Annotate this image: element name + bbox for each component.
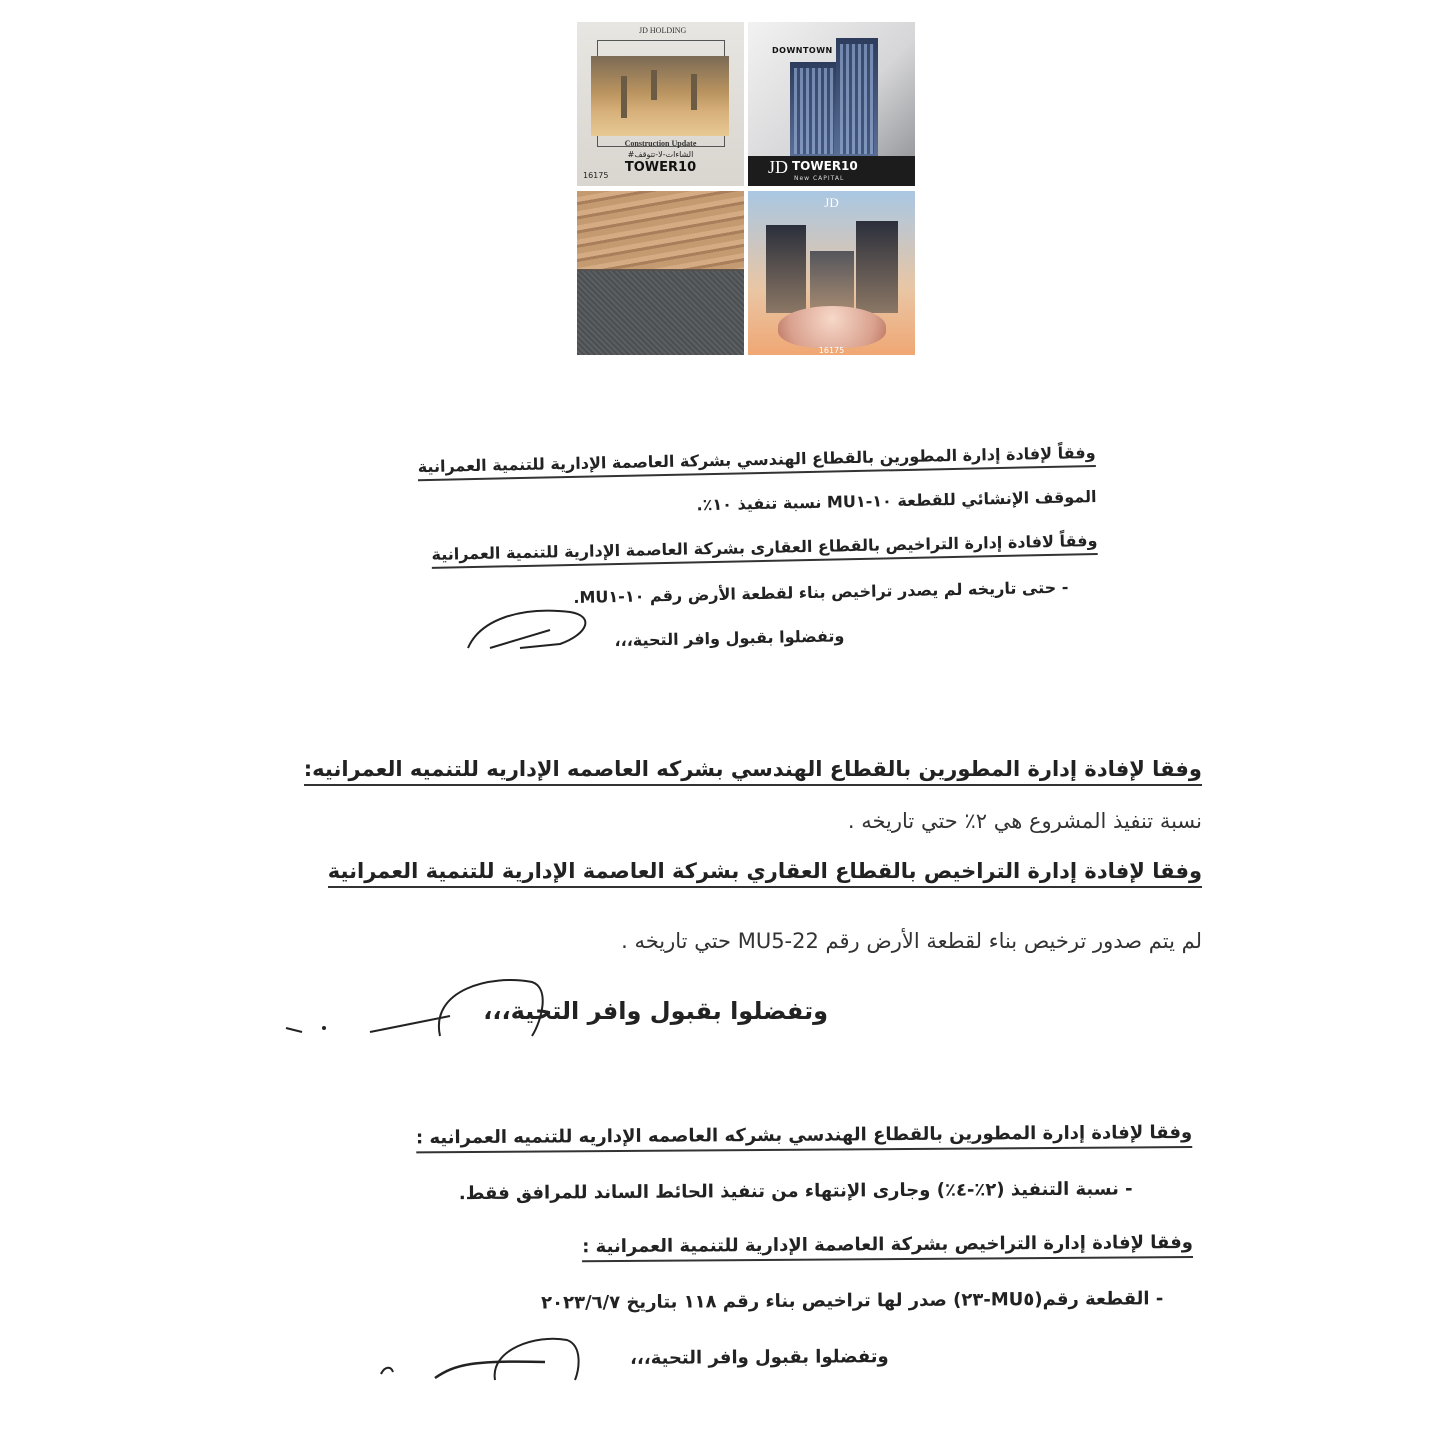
excavation-image [577,191,744,355]
location-label: New CAPITAL [794,175,845,182]
downtown-label: DOWNTOWN [772,46,833,55]
caption-text: Construction Update [624,139,697,148]
licensing-heading: وفقا لإفادة إدارة التراخيص بشركة العاصمة الإدارية للتنمية العمرانية : [582,1232,1193,1262]
license-status: - القطعة رقم(MU٥-٢٣) صدر لها تراخيص بناء رقم ١١٨ بتاريخ ٢٠٢٣/٦/٧ [541,1288,1164,1314]
licensing-heading: وفقا لإفادة إدارة التراخيص بالقطاع العقاري بشركة العاصمة الإدارية للتنمية العمرانية [328,859,1202,888]
brand-bar [748,156,915,186]
signature-2 [280,970,550,1040]
hotline-code: 16175 [583,171,609,180]
twin-tower-render-image [748,191,915,355]
tower-building [810,251,854,311]
closing-greeting: وتفضلوا بقبول وافر التحية،،، [614,626,845,651]
engineering-heading: وفقا لإفادة إدارة المطورين بالقطاع الهندسي بشركه العاصمه الإداريه للتنميه العمرانيه: [304,757,1202,786]
tower-label: TOWER10 [792,159,858,173]
license-status: لم يتم صدور ترخيص بناء لقطعة الأرض رقم MU5-22 حتي تاريخه . [621,929,1202,953]
construction-update-image [577,22,744,186]
closing-greeting: وتفضلوا بقبول وافر التحية،،، [483,997,828,1025]
tower-building [766,225,806,313]
jd-logo: JD [824,195,839,210]
hotline-code: 16175 [818,346,845,355]
downtown-render-image [748,22,915,186]
hashtag-text: #الشاءات-لا-تتوقف [627,150,694,159]
tower-building [856,221,898,313]
tower-label: TOWER10 [624,160,697,175]
jd-holding-logo: JD HOLDING [639,26,687,35]
engineering-heading: وفقاً لإفادة إدارة المطورين بالقطاع الهندسي بشركة العاصمة الإدارية للتنمية العمرانية [418,443,1096,481]
construction-status: - نسبة التنفيذ (٢٪-٤٪) وجارى الإنتهاء من تنفيذ الحائط الساند للمرافق فقط. [458,1178,1133,1205]
photo-collage [577,22,915,355]
license-status: - حتى تاريخه لم يصدر تراخيص بناء لقطعة الأرض رقم ١٠-MU١. [573,577,1069,607]
construction-status: الموقف الإنشائي للقطعة ١٠-MU١ نسبة تنفيذ ١٠٪. [696,486,1097,515]
engineering-heading: وفقا لإفادة إدارة المطورين بالقطاع الهندسي بشركه العاصمه الإداريه للتنميه العمرانيه : [416,1122,1192,1153]
closing-greeting: وتفضلوا بقبول وافر التحية،،، [630,1346,889,1369]
construction-status: نسبة تنفيذ المشروع هي ٢٪ حتي تاريخه . [847,809,1202,833]
signature-3 [375,1330,585,1382]
signature-1 [460,600,600,652]
shell-sculpture [778,306,886,348]
rock-wall [577,191,744,269]
site-photo [591,56,729,136]
concrete-ground [577,271,744,355]
licensing-heading: وفقاً لافادة إدارة التراخيص بالقطاع العقارى بشركة العاصمة الإدارية للتنمية العمرانية [431,531,1097,569]
jd-logo: JD [768,157,789,177]
